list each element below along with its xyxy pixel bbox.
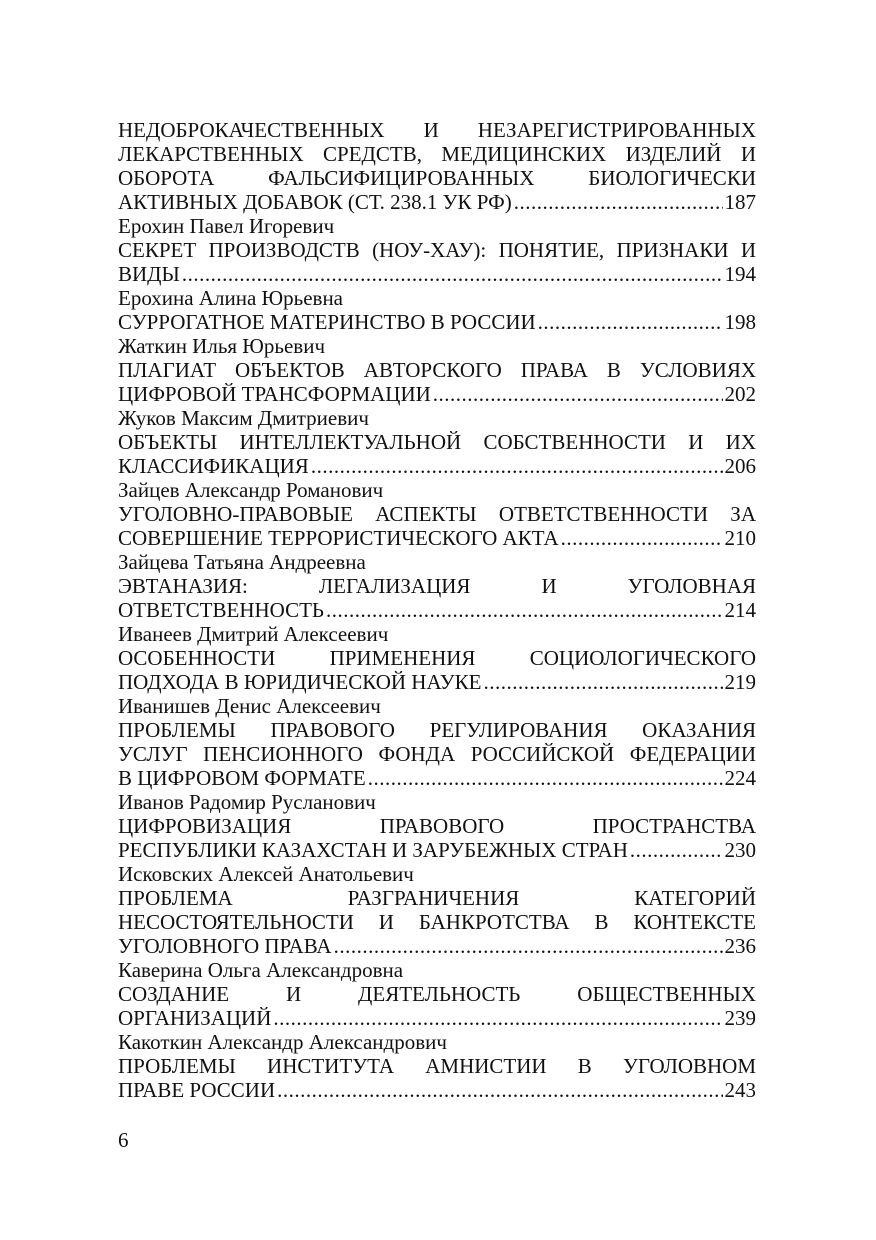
toc-entry-last-line (118, 838, 756, 862)
toc-entry-author: Какоткин Александр Александрович (118, 1030, 447, 1054)
toc-entry-author: Зайцева Татьяна Андреевна (118, 550, 366, 574)
toc-entry-title-end: В ЦИФРОВОМ ФОРМАТЕ (118, 766, 366, 790)
toc-entry-author: Зайцев Александр Романович (118, 478, 384, 502)
toc-entry-title-end: ПРАВЕ РОССИИ (118, 1078, 276, 1102)
toc-entry-title-end: СУРРОГАТНОЕ МАТЕРИНСТВО В РОССИИ (118, 310, 536, 334)
toc-entry-last-line (118, 310, 756, 334)
toc-entry-last-line (118, 262, 756, 286)
toc-entry (118, 478, 756, 550)
toc-entry-page: 219 (724, 670, 756, 694)
toc-entry-page: 194 (724, 262, 756, 286)
toc-entry-last-line (118, 934, 756, 958)
toc-entry (118, 214, 756, 286)
toc-entry (118, 286, 756, 334)
toc-entry-title-end: ЦИФРОВОЙ ТРАНСФОРМАЦИИ (118, 382, 431, 406)
dot-leader (326, 598, 723, 622)
toc-entry-last-line (118, 766, 756, 790)
toc-entry-title-line: ПРОБЛЕМЫ ПРАВОВОГО РЕГУЛИРОВАНИЯ ОКАЗАНИЯ (118, 718, 756, 742)
toc-entry-title-line: ПРОБЛЕМА РАЗГРАНИЧЕНИЯ КАТЕГОРИЙ (118, 886, 756, 910)
toc-entry-page: 210 (724, 526, 756, 550)
toc-entry-author: Жуков Максим Дмитриевич (118, 406, 369, 430)
toc-entry-title-end: ОТВЕТСТВЕННОСТЬ (118, 598, 324, 622)
toc-entry-title-end: УГОЛОВНОГО ПРАВА (118, 934, 332, 958)
dot-leader (561, 526, 723, 550)
toc-entry-title-line: УГОЛОВНО-ПРАВОВЫЕ АСПЕКТЫ ОТВЕТСТВЕННОСТИ ЗА (118, 502, 756, 526)
toc-entry-page: 214 (724, 598, 756, 622)
toc-entry-page: 224 (724, 766, 756, 790)
toc-entry-author: Ерохина Алина Юрьевна (118, 286, 344, 310)
toc-entry-last-line (118, 526, 756, 550)
toc-entry-last-line (118, 670, 756, 694)
dot-leader (182, 262, 723, 286)
toc-entry-title-line: ЛЕКАРСТВЕННЫХ СРЕДСТВ, МЕДИЦИНСКИХ ИЗДЕЛИЙ И (118, 142, 756, 166)
toc-entry (118, 790, 756, 862)
toc-entry-last-line (118, 190, 756, 214)
toc-entry-last-line (118, 454, 756, 478)
toc-entry-title-end: ПОДХОДА В ЮРИДИЧЕСКОЙ НАУКЕ (118, 670, 482, 694)
toc-entry-title-line: СЕКРЕТ ПРОИЗВОДСТВ (НОУ-ХАУ): ПОНЯТИЕ, ПРИЗНАКИ И (118, 238, 756, 262)
toc-entry-page: 198 (724, 310, 756, 334)
toc-entry-title-end: РЕСПУБЛИКИ КАЗАХСТАН И ЗАРУБЕЖНЫХ СТРАН (118, 838, 628, 862)
dot-leader (368, 766, 723, 790)
toc-entry-page: 187 (724, 190, 756, 214)
toc-entry-title-line: ЦИФРОВИЗАЦИЯ ПРАВОВОГО ПРОСТРАНСТВА (118, 814, 756, 838)
toc-entry-title-line: ОСОБЕННОСТИ ПРИМЕНЕНИЯ СОЦИОЛОГИЧЕСКОГО (118, 646, 756, 670)
toc-entry (118, 958, 756, 1030)
toc-entry-title-end: ВИДЫ (118, 262, 180, 286)
toc-entry-title-line: НЕСОСТОЯТЕЛЬНОСТИ И БАНКРОТСТВА В КОНТЕКСТЕ (118, 910, 756, 934)
toc-entry-title-line: ПРОБЛЕМЫ ИНСТИТУТА АМНИСТИИ В УГОЛОВНОМ (118, 1054, 756, 1078)
toc-entry-title-line: ЭВТАНАЗИЯ: ЛЕГАЛИЗАЦИЯ И УГОЛОВНАЯ (118, 574, 756, 598)
dot-leader (538, 310, 723, 334)
toc-entry (118, 118, 756, 214)
toc-entry-title-end: СОВЕРШЕНИЕ ТЕРРОРИСТИЧЕСКОГО АКТА (118, 526, 559, 550)
toc-entry-author: Ерохин Павел Игоревич (118, 214, 335, 238)
toc-entry-page: 236 (724, 934, 756, 958)
toc-entry-title-line: ОБОРОТА ФАЛЬСИФИЦИРОВАННЫХ БИОЛОГИЧЕСКИ (118, 166, 756, 190)
toc-entry-title-line: НЕДОБРОКАЧЕСТВЕННЫХ И НЕЗАРЕГИСТРИРОВАННЫХ (118, 118, 756, 142)
toc-entry-author: Иванишев Денис Алексеевич (118, 694, 381, 718)
toc-entry (118, 406, 756, 478)
toc-entry-last-line (118, 1078, 756, 1102)
toc-entry-title-line: УСЛУГ ПЕНСИОННОГО ФОНДА РОССИЙСКОЙ ФЕДЕРАЦИИ (118, 742, 756, 766)
table-of-contents (118, 118, 756, 1102)
dot-leader (433, 382, 723, 406)
toc-entry-author: Жаткин Илья Юрьевич (118, 334, 326, 358)
toc-entry-title-line: СОЗДАНИЕ И ДЕЯТЕЛЬНОСТЬ ОБЩЕСТВЕННЫХ (118, 982, 756, 1006)
toc-entry-title-end: АКТИВНЫХ ДОБАВОК (СТ. 238.1 УК РФ) (118, 190, 512, 214)
toc-entry-title-line: ПЛАГИАТ ОБЪЕКТОВ АВТОРСКОГО ПРАВА В УСЛОВИЯХ (118, 358, 756, 382)
toc-entry (118, 862, 756, 958)
toc-entry-page: 206 (724, 454, 756, 478)
toc-entry (118, 622, 756, 694)
toc-entry-author: Каверина Ольга Александровна (118, 958, 404, 982)
dot-leader (277, 1078, 722, 1102)
toc-entry-page: 239 (724, 1006, 756, 1030)
toc-entry-title-line: ОБЪЕКТЫ ИНТЕЛЛЕКТУАЛЬНОЙ СОБСТВЕННОСТИ И ИХ (118, 430, 756, 454)
toc-entry-page: 243 (724, 1078, 756, 1102)
dot-leader (630, 838, 723, 862)
toc-entry-last-line (118, 598, 756, 622)
toc-entry-author: Иванов Радомир Русланович (118, 790, 376, 814)
toc-entry (118, 550, 756, 622)
toc-entry-author: Исковских Алексей Анатольевич (118, 862, 414, 886)
dot-leader (483, 670, 722, 694)
toc-entry (118, 1030, 756, 1102)
toc-entry-last-line (118, 382, 756, 406)
toc-entry-page: 202 (724, 382, 756, 406)
dot-leader (334, 934, 723, 958)
toc-entry-author: Иванеев Дмитрий Алексеевич (118, 622, 389, 646)
toc-entry-title-end: ОРГАНИЗАЦИЙ (118, 1006, 272, 1030)
toc-entry-title-end: КЛАССИФИКАЦИЯ (118, 454, 309, 478)
dot-leader (311, 454, 723, 478)
page-number: 6 (118, 1128, 129, 1152)
toc-entry-page: 230 (724, 838, 756, 862)
toc-entry (118, 694, 756, 790)
toc-entry-last-line (118, 1006, 756, 1030)
dot-leader (514, 190, 723, 214)
dot-leader (273, 1006, 722, 1030)
toc-entry (118, 334, 756, 406)
